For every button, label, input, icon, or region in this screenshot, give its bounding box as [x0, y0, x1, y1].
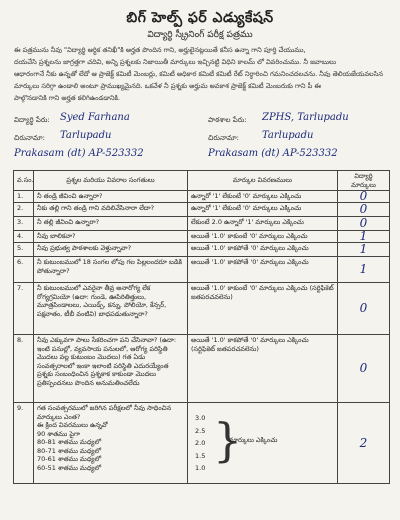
form-title: బిగ్ హెల్ప్ ఫర్ ఎడ్యుకేషన్: [126, 10, 274, 26]
intro-line: ఈ పత్రమును నీవు "విద్యార్థి ఆర్థిక తనిఖీ"కి అర్హత పొందిన గాని, అర్హులైనట్లయితే కనీస ఉన్నా గాని పూర్తి చేయుము,: [14, 46, 306, 54]
row-score[interactable]: 1: [338, 243, 390, 257]
table-header-row: [14, 171, 390, 191]
table-row: [14, 203, 390, 217]
row-question: [34, 403, 188, 484]
band-item: 80-71 శాతము మధ్యలో: [37, 446, 102, 455]
table-row: [14, 335, 390, 403]
row-marking: అయితే '1.0' కాకపోతే '0' మార్కులు ఎక్కించు: [188, 243, 338, 257]
school-name-label: పాఠశాల పేరు:: [208, 116, 247, 124]
row-marking: అయితే '1.0' కాకపోతే '0' మార్కులు ఎక్కించు (సర్టిఫికెట్ జతపరచవలెను): [188, 335, 338, 403]
table-row: [14, 283, 390, 335]
points-value: 2.0: [195, 439, 206, 447]
row-marking: అయితే '1.0' కాకుంటే '0' మార్కులు ఎక్కించు: [188, 231, 338, 243]
row-score[interactable]: 1: [338, 231, 390, 243]
row-number: 3.: [14, 217, 34, 231]
points-value: 3.0: [195, 414, 206, 422]
right-brace-icon: }: [213, 413, 243, 467]
table-row: [14, 217, 390, 231]
band-item: 60-51 శాతము మధ్యలో: [37, 463, 102, 472]
table-row: [14, 403, 390, 484]
brace-label: మార్కులు ఎక్కించు: [229, 436, 278, 444]
band-item: 70-61 శాతము మధ్యలో: [37, 455, 102, 463]
table-row: [14, 191, 390, 203]
row-score[interactable]: 2: [338, 403, 390, 484]
band-item: 90 శాతము పైగా: [37, 429, 80, 438]
student-name-value[interactable]: Syed Farhana: [60, 112, 130, 123]
points-brace-area: [191, 404, 334, 482]
row-score[interactable]: 0: [338, 203, 390, 217]
points-list: [195, 412, 205, 475]
row-number: 6.: [14, 257, 34, 283]
row-question: నీవు బాలికవా?: [34, 231, 188, 243]
row-marking: [188, 403, 338, 484]
row-number: 5.: [14, 243, 34, 257]
row-score[interactable]: 0: [338, 283, 390, 335]
row-marking: లేకుంటే 2.0 ఉన్నారో '1' మార్కులు ఎక్కించు: [188, 217, 338, 231]
intro-line: ఆధారంగానే నీకు ఉన్నతో లేదో ఆ ప్రాజెక్ట్ కమిటీ మెంబర్లు, కమిటీ అధికార కమిటీ కమిటీ రేట్ నిర్ధారించి గమనించదలచను. నీవు తెలియజేయవలసిన: [14, 70, 383, 78]
row-number: 1.: [14, 191, 34, 203]
table-row: [14, 257, 390, 283]
intro-line: మార్కులు సరిగ్గా ఉండాలి అంటూ ప్రాముఖ్యమైనది. ఒకవేళ నీ ప్రశ్నకు అర్హుమ అవకాశ ప్రాజెక్ట్ కమిటీ మెంబరుకు గాని పీ ఈ: [14, 82, 321, 90]
points-value: 1.5: [195, 451, 206, 460]
intro-paragraph: [14, 44, 386, 104]
row-question: నీకు తల్లి గాని తండ్రి గాని వదిలివేసినారా లేదా?: [34, 203, 188, 217]
address-line-1[interactable]: Tarlupadu: [60, 130, 112, 141]
intro-line: దయచేసి ప్రశ్నలను జాగ్రత్తగా చదివి, అన్ని ప్రశ్నలకు నిజాయితీ మార్కులు ఇచ్చినట్టి విధిని కాలమ్ లో వివరించుము. నీ జవాబులు: [14, 58, 336, 66]
school-name-value[interactable]: ZPHS, Tarlupadu: [262, 112, 349, 123]
row-number: 7.: [14, 283, 34, 335]
screening-table: [13, 170, 390, 484]
row-question: నీవు ఎక్కువగా పాలు సేకరించగా పని చేసినావా? (ఉదా: ఇంటి పనుల్లో, వ్యవసాయ పనులలో, ఆరోగ్య పరిస్థితి మొదలు వల్ల కుటుంబం మొదలు) గత ఏడు సంవత్సరాలలో ఇంకా ఇలాంటి పరిస్థితి ఎదురయ్యేంత ప్రశ్నకు సంబంధించిన ప్రశ్నకాక కాకుండా మొదలు ప్రతిస్పందనలు పొందిన అనుమతించలేదు: [34, 335, 188, 403]
table-row: [14, 243, 390, 257]
header-marks-info: మార్కుల వివరణములు: [188, 171, 338, 191]
question-subtext: ఈ క్రింద వివరములు ఉన్నవో: [37, 421, 108, 429]
row-number: 4.: [14, 231, 34, 243]
header-question: ప్రశ్నల మరియు వివరాల సంగతులు: [34, 171, 188, 191]
row-question: నీ తల్లి జీవించి ఉన్నారా?: [34, 217, 188, 231]
row-marking: అయితే '1.0' కాకపోతే '0' మార్కులు ఎక్కించు: [188, 257, 338, 283]
row-score[interactable]: 0: [338, 191, 390, 203]
table-row: [14, 231, 390, 243]
school-address-line-2[interactable]: Prakasam (dt) AP-523332: [208, 148, 338, 159]
row-score[interactable]: 0: [338, 335, 390, 403]
row-score[interactable]: 0: [338, 217, 390, 231]
row-question: నీ కుటుంబములో 18 సంగల లోపు గల పిల్లలందరూ బడికి పోతున్నారా?: [34, 257, 188, 283]
student-name-label: విద్యార్థి పేరు:: [14, 116, 50, 124]
address-label: చిరునామా:: [14, 134, 46, 142]
header-student-marks: విద్యార్థి మార్కులు: [338, 171, 390, 191]
row-number: 9.: [14, 403, 34, 484]
intro-line: పాల్గొనడానికి గాని అర్హత కలిగిఉండడానికి.: [14, 94, 121, 102]
row-score[interactable]: 1: [338, 257, 390, 283]
points-value: 2.5: [195, 426, 206, 435]
row-question: నీవు ప్రభుత్వ పాఠశాలకు వెళ్తున్నావా?: [34, 243, 188, 257]
header-serial: వ.సం.: [14, 171, 34, 191]
row-number: 8.: [14, 335, 34, 403]
question-text: గత సంవత్సరములో జరిగిన పరీక్షలలో నీవు సాధించిన మార్కులు ఎంత?: [37, 404, 172, 421]
row-question: నీ కుటుంబములో ఎవరైనా తీవ్ర అనారోగ్య లేక రోగ్యగ్రమియో (ఉదా: గుండె, ఊపిరితిత్తులు, మూత్రపిండాలలు, ఎయిడ్స్, కన్ను, పోలియో, కేన్సర్, పక్షవాతం, టీబీ వంటివి) బాధపడుతున్నారా?: [34, 283, 188, 335]
form-subtitle: విద్యార్థి స్క్రీనింగ్ పరీక్ష పత్రము: [147, 30, 253, 40]
address-line-2[interactable]: Prakasam (dt) AP-523332: [14, 148, 144, 159]
row-marking: ఉన్నారో '1' లేకుంటే '0' మార్కులు ఎక్కించు: [188, 203, 338, 217]
school-address-line-1[interactable]: Tarlupadu: [262, 130, 314, 141]
row-marking: అయితే '1.0' కాకుంటే '0' మార్కులు ఎక్కించు (సర్టిఫికెట్ జతపరచవలెను): [188, 283, 338, 335]
band-item: 80-81 శాతము మధ్యలో: [37, 438, 102, 446]
points-value: 1.0: [195, 464, 206, 472]
row-question: నీ తండ్రి జీవించి ఉన్నారా?: [34, 191, 188, 203]
row-marking: ఉన్నారో '1' లేకుంటే '0' మార్కులు ఎక్కించు: [188, 191, 338, 203]
row-number: 2.: [14, 203, 34, 217]
school-address-label: చిరునామా:: [208, 134, 240, 142]
